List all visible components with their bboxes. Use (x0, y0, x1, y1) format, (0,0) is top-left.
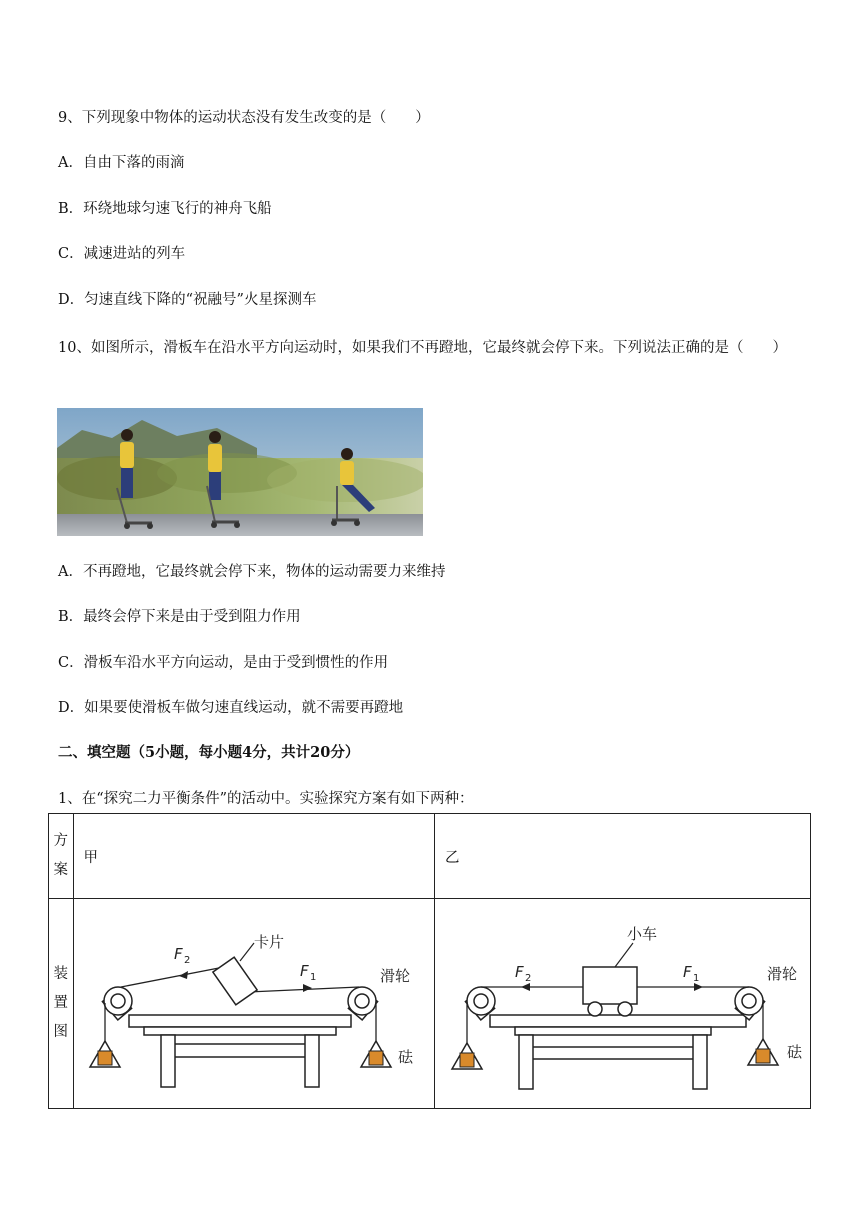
force-f2-label-a: F (173, 945, 183, 963)
diagram-b (435, 899, 811, 1109)
section-heading: 二、填空题（5小题，每小题4分，共计20分） (58, 744, 360, 761)
experiment-table (48, 813, 811, 1109)
q10-option-d: D．如果要使滑板车做匀速直线运动，就不需要再蹬地 (58, 700, 404, 716)
cart-label: 小车 (627, 925, 658, 943)
svg-text:1: 1 (693, 973, 700, 984)
force-f1-label-a: F (299, 962, 309, 980)
pulley-label-b: 滑轮 (767, 965, 798, 983)
row-header-apparatus: 装 置 图 (49, 899, 74, 1109)
svg-text:2: 2 (525, 973, 532, 984)
weight-label-b: 砝 (787, 1043, 803, 1061)
diagram-a (73, 899, 434, 1109)
svg-text:2: 2 (183, 955, 190, 966)
fill-q1-stem: 1、在“探究二力平衡条件”的活动中。实验探究方案有如下两种： (58, 791, 474, 807)
plan-a-label: 甲 (73, 814, 434, 899)
q10-option-b: B．最终会停下来是由于受到阻力作用 (58, 609, 301, 625)
svg-text:1: 1 (309, 972, 316, 983)
q10-stem: 10、如图所示，滑板车在沿水平方向运动时，如果我们不再蹬地，它最终就会停下来。下列说法正确的是（ ） (58, 340, 787, 356)
q9-option-b: B．环绕地球匀速飞行的神舟飞船 (58, 201, 272, 217)
scooter-photo (57, 408, 423, 536)
force-f2-label-b: F (515, 963, 524, 981)
q9-option-c: C．减速进站的列车 (58, 246, 186, 262)
card-label: 卡片 (253, 933, 284, 951)
table-row (49, 899, 811, 1109)
q9-option-a: A．自由下落的雨滴 (58, 155, 185, 171)
plan-b-label: 乙 (435, 814, 811, 899)
force-f1-label-b: F (683, 963, 692, 981)
q10-option-c: C．滑板车沿水平方向运动，是由于受到惯性的作用 (58, 655, 389, 671)
q10-option-a: A．不再蹬地，它最终就会停下来，物体的运动需要力来维持 (58, 564, 446, 580)
table-row (49, 814, 811, 899)
q9-stem: 9、下列现象中物体的运动状态没有发生改变的是（ ） (58, 110, 430, 126)
row-header-plan: 方 案 (49, 814, 74, 899)
pulley-label-a: 滑轮 (379, 967, 410, 985)
q9-option-d: D．匀速直线下降的“祝融号”火星探测车 (58, 292, 317, 308)
weight-label-a: 砝 (397, 1048, 413, 1066)
